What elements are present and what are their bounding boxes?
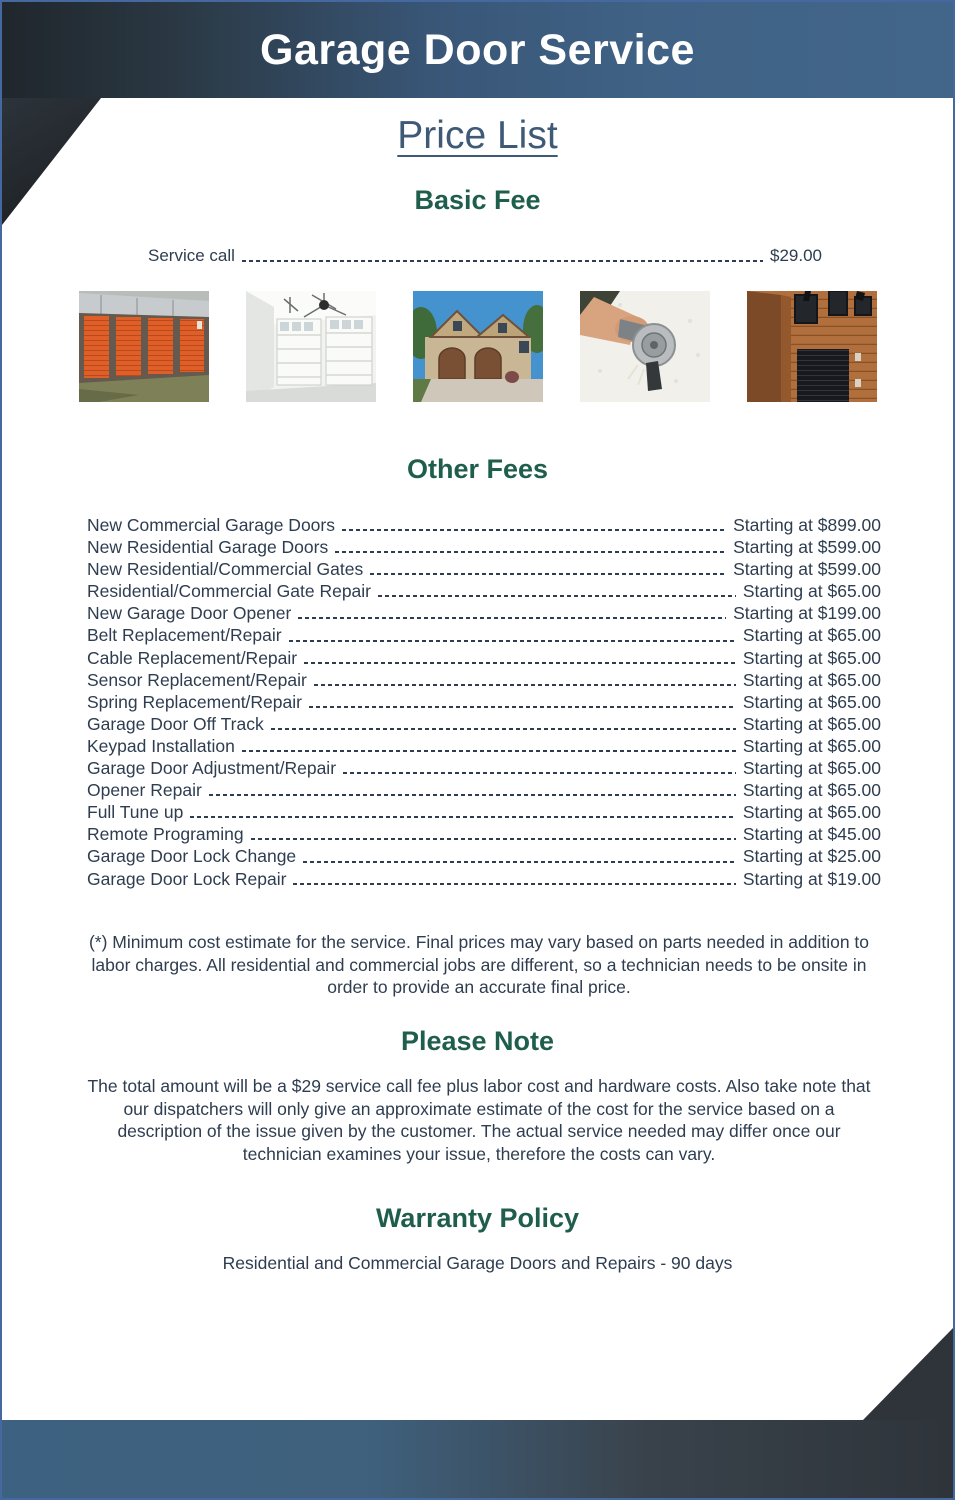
- fee-label: Residential/Commercial Gate Repair: [87, 581, 371, 602]
- fee-price: Starting at $65.00: [742, 691, 881, 712]
- fee-row: [87, 801, 881, 823]
- please-note-text: The total amount will be a $29 service call fee plus labor cost and hardware costs. Also take note that our dispatchers will only give an approximate estimate of the cost for the service based on a description of the issue given by the customer. The actual service needed may differ once our technician examines your issue, therefore the costs can vary.: [87, 1076, 871, 1164]
- fee-label: New Residential Garage Doors: [87, 537, 329, 558]
- dashed-leader: [303, 861, 736, 863]
- bottom-right-corner-decoration: [863, 1328, 953, 1420]
- fee-label: New Residential/Commercial Gates: [87, 559, 364, 580]
- fee-row: [87, 691, 881, 713]
- fee-price: Starting at $199.00: [733, 603, 881, 624]
- dashed-leader: [289, 640, 736, 642]
- warranty-policy-text: Residential and Commercial Garage Doors and Repairs - 90 days: [222, 1253, 733, 1273]
- fee-row: [87, 823, 881, 845]
- house-exterior-image: [413, 291, 543, 402]
- fee-label: Garage Door Off Track: [87, 713, 264, 734]
- page-title: Garage Door Service: [260, 25, 695, 74]
- fee-row: [87, 868, 881, 890]
- photo-wooden-garage: [747, 291, 877, 402]
- fee-label: Full Tune up: [87, 802, 184, 823]
- dashed-leader: [343, 772, 736, 774]
- fee-row: [87, 580, 881, 602]
- fee-label: Garage Door Lock Repair: [87, 868, 287, 889]
- fee-price: Starting at $25.00: [742, 846, 881, 867]
- price-list-title: Price List: [397, 114, 558, 157]
- fee-row: [87, 602, 881, 624]
- fee-label: Cable Replacement/Repair: [87, 647, 298, 668]
- dashed-leader: [304, 662, 736, 664]
- fee-label: Garage Door Adjustment/Repair: [87, 758, 337, 779]
- wooden-building-image: [747, 291, 877, 402]
- fee-price: Starting at $65.00: [742, 581, 881, 602]
- fee-row: [87, 669, 881, 691]
- fee-price: Starting at $65.00: [742, 647, 881, 668]
- fee-label: New Commercial Garage Doors: [87, 515, 335, 535]
- fee-price: Starting at $65.00: [742, 802, 881, 823]
- fee-price: Starting at $599.00: [733, 559, 881, 580]
- dashed-leader: [342, 529, 726, 531]
- dashed-leader: [251, 838, 736, 840]
- fee-row: [87, 735, 881, 757]
- fee-price: Starting at $599.00: [733, 537, 881, 558]
- fee-row: [87, 713, 881, 735]
- fee-price: Starting at $19.00: [742, 868, 881, 889]
- fee-price: Starting at $65.00: [742, 625, 881, 646]
- fee-row: [87, 779, 881, 801]
- fee-label: Remote Programing: [87, 824, 244, 845]
- orange-storage-doors-image: [79, 291, 209, 402]
- dashed-leader: [190, 816, 736, 818]
- photo-orange-storage-units: [79, 291, 209, 402]
- fee-price: Starting at $65.00: [742, 780, 881, 801]
- fee-label: Garage Door Lock Change: [87, 846, 297, 867]
- fee-label: New Garage Door Opener: [87, 603, 292, 624]
- photo-technician-tool: [580, 291, 710, 402]
- fee-price: Starting at $65.00: [742, 669, 881, 690]
- photo-house-double-garage: [413, 291, 543, 402]
- garage-interior-image: [246, 291, 376, 402]
- other-fees-list: [87, 514, 881, 890]
- page-footer: [2, 1420, 953, 1498]
- dashed-leader: [309, 706, 736, 708]
- dashed-leader: [293, 883, 735, 885]
- photo-garage-interior: [246, 291, 376, 402]
- service-call-row: [148, 245, 822, 267]
- please-note-heading: Please Note: [400, 1026, 555, 1056]
- fee-row: [87, 647, 881, 669]
- page-header: [2, 2, 953, 98]
- fee-label: Service call: [148, 246, 235, 265]
- fee-price: Starting at $899.00: [733, 515, 881, 535]
- fee-label: Belt Replacement/Repair: [87, 625, 282, 646]
- fee-row: [87, 558, 881, 580]
- dashed-leader: [335, 551, 726, 553]
- fee-row: [87, 624, 881, 646]
- fee-price: Starting at $65.00: [742, 713, 881, 734]
- minimum-cost-footnote: (*) Minimum cost estimate for the service. Final prices may vary based on parts needed in addition to labor charges. All residential and commercial jobs are different, so a technician needs to be onsite in order to provide an accurate final price.: [88, 932, 870, 997]
- dashed-leader: [271, 728, 736, 730]
- fee-row: [87, 514, 881, 536]
- dashed-leader: [242, 750, 736, 752]
- fee-label: Sensor Replacement/Repair: [87, 669, 307, 690]
- fee-price: Starting at $65.00: [742, 735, 881, 756]
- dashed-leader: [298, 617, 726, 619]
- fee-price: Starting at $45.00: [742, 824, 881, 845]
- dashed-leader: [314, 684, 736, 686]
- dashed-leader: [242, 260, 763, 262]
- fee-row: [87, 757, 881, 779]
- fee-row: [87, 845, 881, 867]
- dashed-leader: [370, 573, 726, 575]
- dashed-leader: [209, 794, 736, 796]
- fee-price: Starting at $65.00: [742, 758, 881, 779]
- fee-label: Spring Replacement/Repair: [87, 691, 302, 712]
- dashed-leader: [378, 595, 736, 597]
- basic-fee-heading: Basic Fee: [414, 185, 541, 215]
- other-fees-heading: Other Fees: [406, 454, 549, 484]
- fee-price: $29.00: [770, 246, 822, 265]
- photo-gallery: [2, 291, 953, 402]
- power-tool-on-wall-image: [580, 291, 710, 402]
- fee-row: [87, 536, 881, 558]
- fee-label: Keypad Installation: [87, 735, 235, 756]
- fee-label: Opener Repair: [87, 780, 202, 801]
- warranty-policy-heading: Warranty Policy: [375, 1203, 580, 1233]
